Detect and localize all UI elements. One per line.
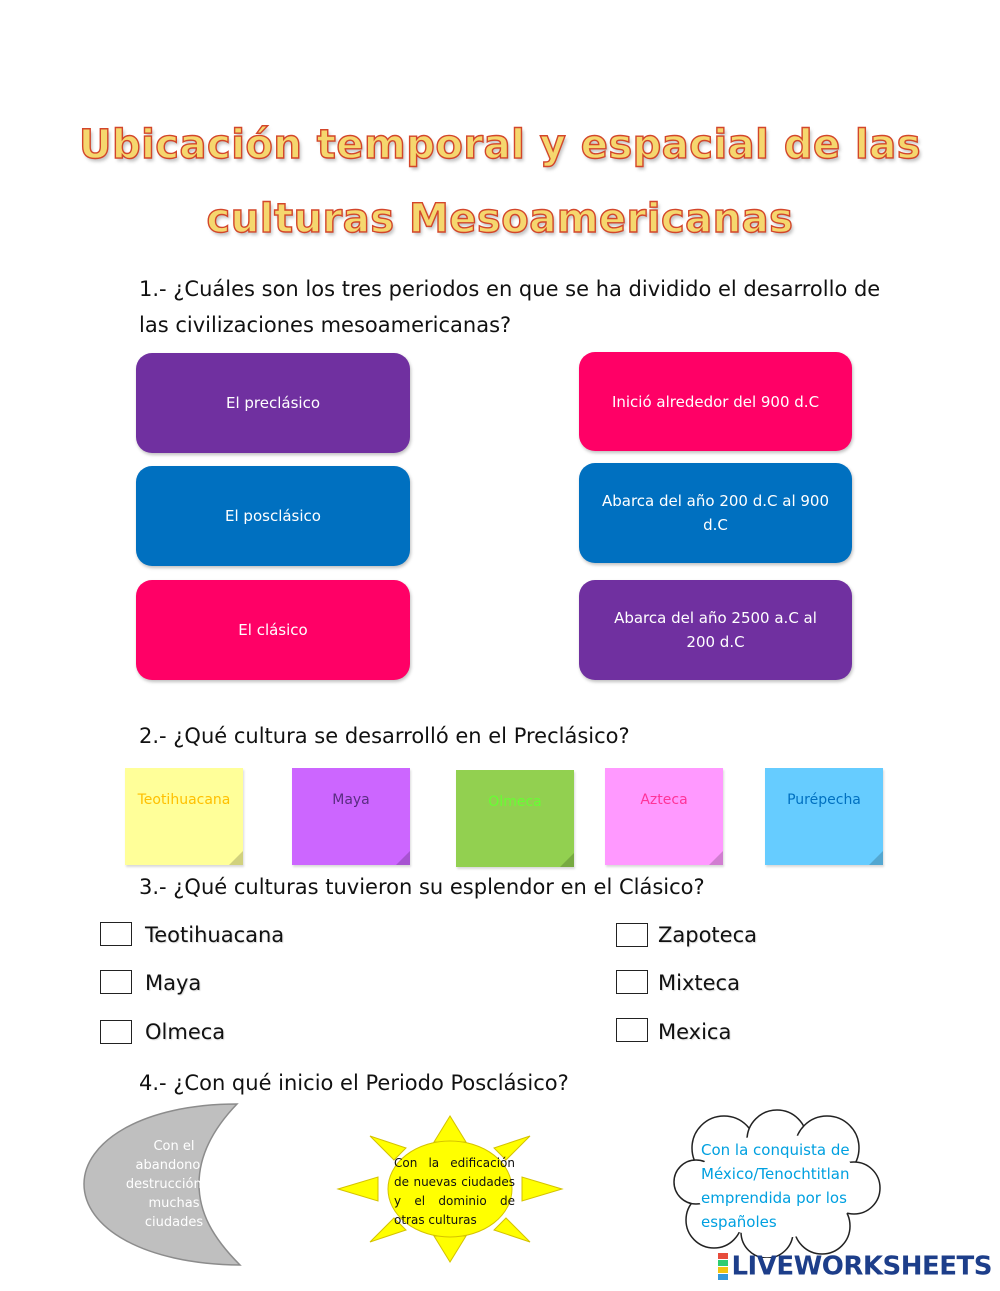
question-2: 2.- ¿Qué cultura se desarrolló en el Preclásico? <box>139 724 630 748</box>
question-3: 3.- ¿Qué culturas tuvieron su esplendor en el Clásico? <box>139 875 705 899</box>
checkbox-mixteca[interactable] <box>616 970 648 994</box>
page-title-line-1: Ubicación temporal y espacial de las <box>78 122 922 168</box>
question-1-line-1: 1.- ¿Cuáles son los tres periodos en que se ha dividido el desarrollo de <box>139 277 881 301</box>
sticky-note-azteca[interactable] <box>605 768 723 865</box>
period-box-posclasico[interactable]: El posclásico <box>136 466 410 566</box>
period-box-clasico[interactable]: El clásico <box>136 580 410 680</box>
question-1-line-2: las civilizaciones mesoamericanas? <box>139 313 512 337</box>
page-title-line-2: culturas Mesoamericanas <box>206 196 794 242</box>
note-label: Maya <box>332 792 370 808</box>
note-label: Teotihuacana <box>137 792 231 808</box>
note-label: Azteca <box>640 792 688 808</box>
checkbox-label: Olmeca <box>145 1020 226 1044</box>
note-label: Purépecha <box>787 792 861 808</box>
note-label: Olmeca <box>488 794 542 810</box>
sticky-note-purepecha[interactable] <box>765 768 883 865</box>
checkbox-label: Zapoteca <box>658 923 758 947</box>
period-box-preclasico[interactable]: El preclásico <box>136 353 410 453</box>
logo-blocks-icon <box>718 1253 728 1280</box>
moon-answer-text: Con el abandono o destrucción de muchas ciudades <box>125 1139 223 1230</box>
period-description-900[interactable]: Inició alrededor del 900 d.C <box>579 352 852 451</box>
checkbox-olmeca[interactable] <box>100 1020 132 1044</box>
checkbox-zapoteca[interactable] <box>616 923 648 947</box>
checkbox-maya[interactable] <box>100 970 132 994</box>
checkbox-mexica[interactable] <box>616 1018 648 1042</box>
sticky-note-olmeca[interactable] <box>456 770 574 867</box>
sticky-note-teotihuacana[interactable] <box>125 768 243 865</box>
period-description-200-900[interactable]: Abarca del año 200 d.C al 900 d.C <box>579 463 852 563</box>
checkbox-label: Mexica <box>658 1020 732 1044</box>
cloud-answer-text: Con la conquista de México/Tenochtitlan emprendida por los españoles <box>701 1141 850 1231</box>
checkbox-label: Teotihuacana <box>145 923 285 947</box>
sun-answer-text: Con la edificación de nuevas ciudades y el dominio de otras culturas <box>394 1156 515 1227</box>
liveworksheets-logo <box>718 1251 992 1282</box>
period-description-2500-200[interactable]: Abarca del año 2500 a.C al 200 d.C <box>579 580 852 680</box>
checkbox-label: Mixteca <box>658 971 740 995</box>
checkbox-teotihuacana[interactable] <box>100 922 132 946</box>
checkbox-label: Maya <box>145 971 202 995</box>
question-4: 4.- ¿Con qué inicio el Periodo Posclásico? <box>139 1071 569 1095</box>
sticky-note-maya[interactable] <box>292 768 410 865</box>
logo-text: LIVEWORKSHEETS <box>731 1251 992 1281</box>
